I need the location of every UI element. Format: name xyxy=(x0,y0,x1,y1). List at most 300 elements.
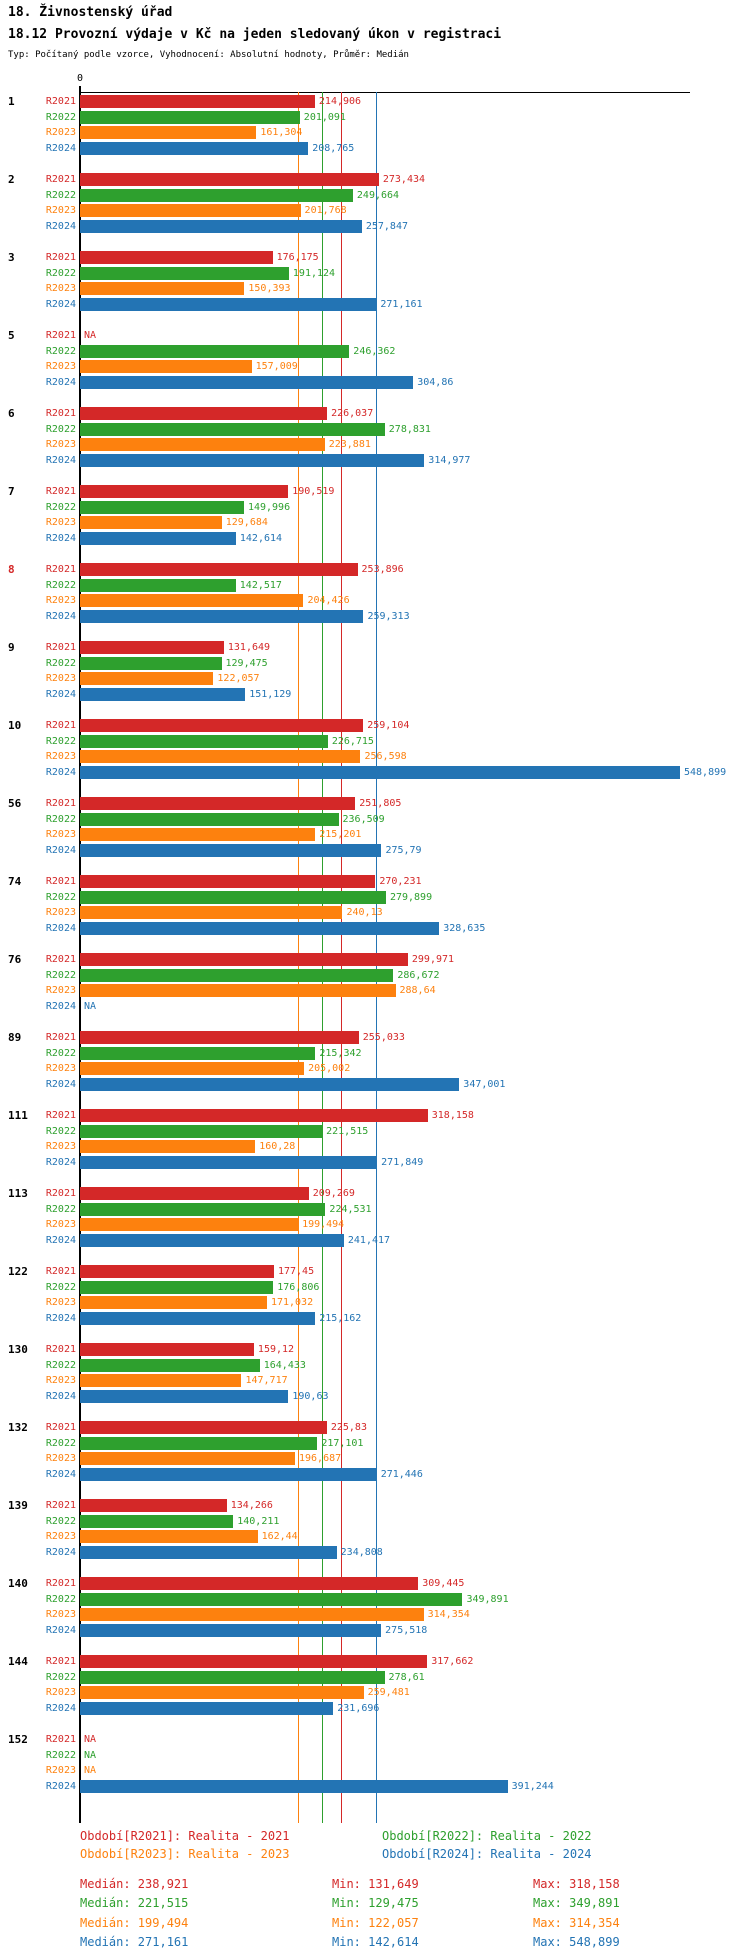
stats-row-r2021 xyxy=(80,1874,620,1894)
bar-area xyxy=(80,1671,750,1684)
group-id-label: 5 xyxy=(8,329,15,343)
bar-r2022 xyxy=(80,1281,273,1294)
bar-value-label: 215,201 xyxy=(319,829,362,841)
bar-area xyxy=(80,95,750,108)
bar-value-label: 199,494 xyxy=(302,1219,345,1231)
bar-area xyxy=(80,407,750,420)
bar-value-label: 140,211 xyxy=(237,1515,280,1527)
series-label: R2021 xyxy=(45,642,76,654)
stat-max: Max: 314,354 xyxy=(533,1915,620,1930)
chart-rows xyxy=(0,94,750,1810)
bar-r2023 xyxy=(80,282,244,295)
series-label: R2024 xyxy=(45,454,76,466)
group-id-label: 7 xyxy=(8,485,15,499)
bar-value-label: 314,977 xyxy=(428,454,471,466)
series-label: R2021 xyxy=(45,876,76,888)
bar-value-label: 288,64 xyxy=(399,985,436,997)
series-label: R2024 xyxy=(45,1390,76,1402)
series-label: R2024 xyxy=(45,1468,76,1480)
bar-area xyxy=(80,173,750,186)
bar-row xyxy=(0,905,750,921)
bar-value-label: 328,635 xyxy=(443,922,486,934)
bar-area xyxy=(80,1281,750,1294)
bar-row xyxy=(0,921,750,937)
bar-area xyxy=(80,688,750,701)
x-axis-line xyxy=(80,92,690,93)
bar-value-label: 151,129 xyxy=(249,688,292,700)
bar-area xyxy=(80,1452,750,1465)
bar-r2022 xyxy=(80,1359,260,1372)
bar-group-10 xyxy=(0,718,750,780)
bar-value-label: 196,687 xyxy=(298,1453,342,1465)
bar-area xyxy=(80,1764,750,1777)
bar-value-label: 271,849 xyxy=(381,1156,424,1168)
series-label: R2021 xyxy=(45,1734,76,1746)
bar-value-label: 236,509 xyxy=(342,813,385,825)
bar-row xyxy=(0,1545,750,1561)
bar-value-label: 391,244 xyxy=(511,1780,554,1792)
series-label: R2022 xyxy=(45,1047,76,1059)
series-label: R2021 xyxy=(45,1110,76,1122)
group-id-label: 8 xyxy=(8,563,15,577)
group-id-label: 74 xyxy=(8,875,22,889)
series-label: R2021 xyxy=(45,1032,76,1044)
bar-area xyxy=(80,1031,750,1044)
series-label: R2021 xyxy=(45,252,76,264)
bar-value-label: NA xyxy=(84,1749,97,1761)
bar-row xyxy=(0,843,750,859)
group-id-label: 122 xyxy=(8,1265,28,1279)
bar-r2021 xyxy=(80,251,273,264)
bar-row xyxy=(0,1592,750,1608)
series-label: R2024 xyxy=(45,1702,76,1714)
bar-value-label: 131,649 xyxy=(227,642,271,654)
legend xyxy=(80,1829,592,1865)
bar-r2023 xyxy=(80,984,396,997)
bar-group-7 xyxy=(0,484,750,546)
stats-row-r2022 xyxy=(80,1894,620,1914)
series-label: R2024 xyxy=(45,142,76,154)
bar-r2021 xyxy=(80,1031,359,1044)
bar-row xyxy=(0,406,750,422)
bar-area xyxy=(80,376,750,389)
bar-row xyxy=(0,1576,750,1592)
bar-row xyxy=(0,749,750,765)
bar-r2021 xyxy=(80,953,408,966)
bar-r2024 xyxy=(80,766,680,779)
bar-row xyxy=(0,515,750,531)
bar-value-label: 309,445 xyxy=(422,1578,465,1590)
bar-row xyxy=(0,1623,750,1639)
bar-area xyxy=(80,844,750,857)
stats-row-r2023 xyxy=(80,1913,620,1933)
series-label: R2024 xyxy=(45,1156,76,1168)
bar-value-label: 225,83 xyxy=(330,1422,367,1434)
bar-r2022 xyxy=(80,969,393,982)
bar-group-144 xyxy=(0,1654,750,1716)
series-label: R2024 xyxy=(45,298,76,310)
bar-value-label: 147,717 xyxy=(245,1375,288,1387)
bar-area xyxy=(80,969,750,982)
bar-area xyxy=(80,922,750,935)
series-label: R2021 xyxy=(45,1500,76,1512)
bar-area xyxy=(80,126,750,139)
bar-row xyxy=(0,640,750,656)
series-label: R2024 xyxy=(45,1000,76,1012)
series-label: R2022 xyxy=(45,891,76,903)
bar-area xyxy=(80,735,750,748)
bar-group-132 xyxy=(0,1420,750,1482)
bar-row xyxy=(0,1342,750,1358)
bar-value-label: 122,057 xyxy=(217,673,260,685)
bar-value-label: 214,906 xyxy=(318,96,362,108)
bar-value-label: 255,033 xyxy=(362,1032,405,1044)
bar-row xyxy=(0,1529,750,1545)
series-label: R2023 xyxy=(45,1063,76,1075)
bar-group-5 xyxy=(0,328,750,390)
series-label: R2021 xyxy=(45,96,76,108)
series-label: R2021 xyxy=(45,954,76,966)
bar-area xyxy=(80,111,750,124)
bar-group-152 xyxy=(0,1732,750,1794)
bar-area xyxy=(80,875,750,888)
series-label: R2022 xyxy=(45,735,76,747)
bar-r2022 xyxy=(80,1593,462,1606)
series-label: R2021 xyxy=(45,1344,76,1356)
bar-area xyxy=(80,220,750,233)
bar-row xyxy=(0,375,750,391)
series-label: R2024 xyxy=(45,1312,76,1324)
series-label: R2023 xyxy=(45,1687,76,1699)
bar-r2021 xyxy=(80,485,288,498)
bar-value-label: 249,664 xyxy=(356,189,400,201)
bar-value-label: 548,899 xyxy=(684,766,727,778)
series-label: R2022 xyxy=(45,1125,76,1137)
bar-row xyxy=(0,437,750,453)
series-label: R2021 xyxy=(45,798,76,810)
bar-value-label: 241,417 xyxy=(347,1234,391,1246)
bar-area xyxy=(80,1390,750,1403)
bar-r2024 xyxy=(80,922,439,935)
bar-row xyxy=(0,687,750,703)
series-label: R2023 xyxy=(45,907,76,919)
bar-row xyxy=(0,718,750,734)
bar-value-label: 226,037 xyxy=(331,408,374,420)
bar-row xyxy=(0,1514,750,1530)
bar-r2024 xyxy=(80,376,413,389)
bar-r2023 xyxy=(80,516,222,529)
group-id-label: 10 xyxy=(8,719,22,733)
series-label: R2024 xyxy=(45,532,76,544)
bar-r2021 xyxy=(80,1499,227,1512)
bar-r2022 xyxy=(80,1125,322,1138)
bar-row xyxy=(0,1779,750,1795)
series-label: R2023 xyxy=(45,829,76,841)
bar-area xyxy=(80,532,750,545)
bar-r2023 xyxy=(80,672,213,685)
bar-area xyxy=(80,298,750,311)
bar-area xyxy=(80,1062,750,1075)
series-label: R2024 xyxy=(45,220,76,232)
bar-value-label: 349,891 xyxy=(466,1593,509,1605)
bar-r2024 xyxy=(80,1780,508,1793)
bar-row xyxy=(0,344,750,360)
bar-r2022 xyxy=(80,813,339,826)
series-label: R2022 xyxy=(45,1437,76,1449)
bar-area xyxy=(80,1624,750,1637)
bar-group-9 xyxy=(0,640,750,702)
bar-value-label: 240,13 xyxy=(346,907,383,919)
bar-row xyxy=(0,110,750,126)
series-label: R2023 xyxy=(45,751,76,763)
bar-row xyxy=(0,1233,750,1249)
bar-value-label: NA xyxy=(84,330,97,342)
group-id-label: 6 xyxy=(8,407,15,421)
bar-r2023 xyxy=(80,360,252,373)
bar-area xyxy=(80,1000,750,1013)
series-label: R2022 xyxy=(45,267,76,279)
bar-row xyxy=(0,1763,750,1779)
bar-value-label: 271,161 xyxy=(380,298,423,310)
bar-group-56 xyxy=(0,796,750,858)
series-label: R2022 xyxy=(45,189,76,201)
bar-area xyxy=(80,360,750,373)
bar-r2022 xyxy=(80,423,385,436)
bar-row xyxy=(0,1373,750,1389)
legend-item-r2023: Období[R2023]: Realita - 2023 xyxy=(80,1847,290,1861)
series-label: R2022 xyxy=(45,1203,76,1215)
bar-r2022 xyxy=(80,1515,233,1528)
bar-row xyxy=(0,188,750,204)
bar-row xyxy=(0,281,750,297)
legend-item-r2022: Období[R2022]: Realita - 2022 xyxy=(382,1829,592,1843)
series-label: R2022 xyxy=(45,423,76,435)
bar-r2024 xyxy=(80,298,376,311)
stat-max: Max: 318,158 xyxy=(533,1876,620,1891)
bar-row xyxy=(0,765,750,781)
bar-area xyxy=(80,906,750,919)
bar-value-label: 251,805 xyxy=(359,798,402,810)
bar-area xyxy=(80,1312,750,1325)
bar-area xyxy=(80,1421,750,1434)
series-label: R2023 xyxy=(45,127,76,139)
bar-r2023 xyxy=(80,204,301,217)
bar-r2024 xyxy=(80,1468,377,1481)
bar-value-label: 304,86 xyxy=(417,376,454,388)
bar-r2023 xyxy=(80,1530,258,1543)
bar-r2021 xyxy=(80,1655,427,1668)
series-label: R2024 xyxy=(45,766,76,778)
x-axis-zero-label: 0 xyxy=(76,73,84,84)
bar-area xyxy=(80,329,750,342)
series-label: R2024 xyxy=(45,1546,76,1558)
bar-row xyxy=(0,219,750,235)
group-id-label: 139 xyxy=(8,1499,28,1513)
bar-row xyxy=(0,874,750,890)
bar-area xyxy=(80,1359,750,1372)
bar-row xyxy=(0,500,750,516)
bar-row xyxy=(0,1732,750,1748)
bar-value-label: 191,124 xyxy=(292,267,336,279)
bar-area xyxy=(80,750,750,763)
bar-row xyxy=(0,1701,750,1717)
bar-value-label: 171,032 xyxy=(270,1297,314,1309)
series-label: R2023 xyxy=(45,673,76,685)
series-label: R2022 xyxy=(45,969,76,981)
group-id-label: 111 xyxy=(8,1109,28,1123)
series-label: R2021 xyxy=(45,1188,76,1200)
series-label: R2024 xyxy=(45,844,76,856)
bar-row xyxy=(0,1155,750,1171)
bar-r2023 xyxy=(80,1140,255,1153)
bar-r2021 xyxy=(80,719,363,732)
bar-area xyxy=(80,1296,750,1309)
group-id-label: 9 xyxy=(8,641,15,655)
bar-area xyxy=(80,1343,750,1356)
group-id-label: 2 xyxy=(8,173,15,187)
bar-row xyxy=(0,1264,750,1280)
bar-row xyxy=(0,999,750,1015)
bar-value-label: 161,304 xyxy=(260,127,303,139)
bar-group-89 xyxy=(0,1030,750,1092)
bar-value-label: 201,091 xyxy=(303,111,346,123)
bar-area xyxy=(80,454,750,467)
series-label: R2024 xyxy=(45,610,76,622)
bar-r2024 xyxy=(80,1234,344,1247)
bar-area xyxy=(80,1608,750,1621)
group-id-label: 140 xyxy=(8,1577,28,1591)
legend-item-r2021: Období[R2021]: Realita - 2021 xyxy=(80,1829,290,1843)
series-label: R2022 xyxy=(45,1359,76,1371)
bar-value-label: 314,354 xyxy=(427,1609,470,1621)
bar-value-label: 205,002 xyxy=(308,1063,351,1075)
bar-r2023 xyxy=(80,438,325,451)
bar-area xyxy=(80,641,750,654)
bar-r2021 xyxy=(80,1343,254,1356)
bar-r2023 xyxy=(80,1374,241,1387)
series-label: R2023 xyxy=(45,1375,76,1387)
bar-row xyxy=(0,125,750,141)
bar-value-label: 221,515 xyxy=(326,1125,369,1137)
bar-r2023 xyxy=(80,126,256,139)
stat-min: Min: 142,614 xyxy=(332,1935,419,1950)
bar-r2024 xyxy=(80,1078,459,1091)
bar-r2021 xyxy=(80,1109,428,1122)
group-id-label: 130 xyxy=(8,1343,28,1357)
series-label: R2023 xyxy=(45,1765,76,1777)
bar-value-label: 256,598 xyxy=(364,751,407,763)
bar-value-label: NA xyxy=(84,1765,97,1777)
bar-value-label: 164,433 xyxy=(263,1359,306,1371)
bar-group-111 xyxy=(0,1108,750,1170)
series-label: R2023 xyxy=(45,517,76,529)
bar-area xyxy=(80,1374,750,1387)
bar-area xyxy=(80,828,750,841)
bar-area xyxy=(80,282,750,295)
bar-value-label: 286,672 xyxy=(397,969,440,981)
bar-value-label: 190,519 xyxy=(292,486,335,498)
bar-r2022 xyxy=(80,1203,325,1216)
bar-r2024 xyxy=(80,1546,337,1559)
bar-value-label: 190,63 xyxy=(292,1390,329,1402)
bar-value-label: 142,517 xyxy=(239,579,282,591)
series-label: R2024 xyxy=(45,922,76,934)
bar-value-label: 270,231 xyxy=(379,876,422,888)
bar-row xyxy=(0,983,750,999)
bar-value-label: 176,175 xyxy=(276,252,319,264)
bar-area xyxy=(80,1780,750,1793)
bar-group-74 xyxy=(0,874,750,936)
group-id-label: 89 xyxy=(8,1031,22,1045)
bar-value-label: 209,269 xyxy=(312,1188,355,1200)
bar-row xyxy=(0,359,750,375)
bar-area xyxy=(80,1203,750,1216)
bar-row xyxy=(0,671,750,687)
bar-group-122 xyxy=(0,1264,750,1326)
bar-r2023 xyxy=(80,750,360,763)
bar-r2022 xyxy=(80,657,222,670)
bar-r2021 xyxy=(80,875,375,888)
bar-area xyxy=(80,1265,750,1278)
series-label: R2022 xyxy=(45,111,76,123)
bar-r2021 xyxy=(80,641,224,654)
bar-area xyxy=(80,1702,750,1715)
bar-r2023 xyxy=(80,1452,295,1465)
bar-value-label: 275,518 xyxy=(385,1624,428,1636)
bar-r2021 xyxy=(80,797,355,810)
bar-row xyxy=(0,1202,750,1218)
group-id-label: 113 xyxy=(8,1187,28,1201)
bar-row xyxy=(0,94,750,110)
bar-area xyxy=(80,1593,750,1606)
series-label: R2021 xyxy=(45,1422,76,1434)
bar-row xyxy=(0,1030,750,1046)
bar-row xyxy=(0,1607,750,1623)
bar-value-label: 176,806 xyxy=(277,1281,320,1293)
bar-row xyxy=(0,952,750,968)
bar-r2021 xyxy=(80,95,315,108)
series-label: R2022 xyxy=(45,1281,76,1293)
bar-row xyxy=(0,890,750,906)
series-label: R2023 xyxy=(45,1219,76,1231)
bar-value-label: 271,446 xyxy=(380,1468,423,1480)
chart-title: 18.12 Provozní výdaje v Kč na jeden sledovaný úkon v registraci xyxy=(8,27,502,42)
series-label: R2023 xyxy=(45,1609,76,1621)
bar-value-label: 273,434 xyxy=(382,174,426,186)
series-label: R2024 xyxy=(45,1078,76,1090)
bar-row xyxy=(0,734,750,750)
bar-r2023 xyxy=(80,906,342,919)
bar-area xyxy=(80,610,750,623)
series-label: R2023 xyxy=(45,1141,76,1153)
bar-row xyxy=(0,1280,750,1296)
bar-r2024 xyxy=(80,220,362,233)
series-label: R2021 xyxy=(45,330,76,342)
stats-row-r2024 xyxy=(80,1933,620,1953)
series-label: R2024 xyxy=(45,688,76,700)
bar-area xyxy=(80,797,750,810)
group-id-label: 56 xyxy=(8,797,22,811)
bar-row xyxy=(0,1108,750,1124)
bar-r2023 xyxy=(80,1686,364,1699)
bar-r2021 xyxy=(80,563,358,576)
series-label: R2024 xyxy=(45,376,76,388)
bar-r2021 xyxy=(80,1265,274,1278)
bar-value-label: 215,342 xyxy=(319,1047,362,1059)
bar-row xyxy=(0,531,750,547)
bar-area xyxy=(80,204,750,217)
bar-value-label: 177,45 xyxy=(277,1266,315,1278)
